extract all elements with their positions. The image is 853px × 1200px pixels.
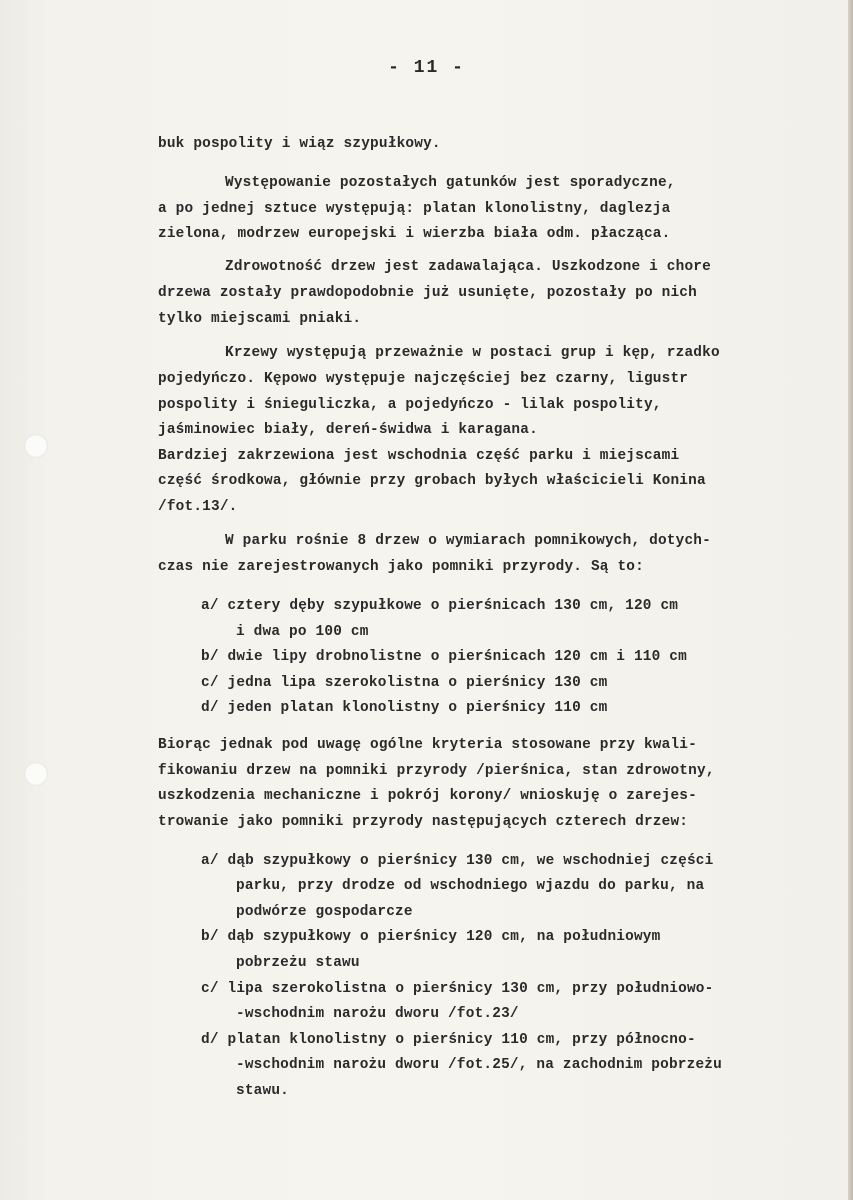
punch-hole-upper	[24, 434, 48, 458]
text-line: uszkodzenia mechaniczne i pokrój korony/ wnioskuję o zarejes-	[158, 788, 697, 804]
page-number: - 11 -	[388, 58, 465, 78]
list-item-continuation: pobrzeżu stawu	[236, 955, 360, 971]
list-item-continuation: i dwa po 100 cm	[236, 624, 369, 640]
text-line: Bardziej zakrzewiona jest wschodnia część parku i miejscami	[158, 448, 680, 464]
text-line: drzewa zostały prawdopodobnie już usunięte, pozostały po nich	[158, 285, 697, 301]
punch-hole-lower	[24, 762, 48, 786]
list-item-continuation: -wschodnim narożu dworu /fot.25/, na zachodnim pobrzeżu	[236, 1057, 722, 1073]
text-line: czas nie zarejestrowanych jako pomniki przyrody. Są to:	[158, 559, 644, 575]
list-item: c/ lipa szerokolistna o pierśnicy 130 cm, przy południowo-	[201, 981, 714, 997]
list-item-continuation: stawu.	[236, 1083, 290, 1099]
text-line: fikowaniu drzew na pomniki przyrody /pierśnica, stan zdrowotny,	[158, 763, 715, 779]
list-item: d/ jeden platan klonolistny o pierśnicy 110 cm	[201, 700, 608, 716]
text-line: Zdrowotność drzew jest zadawalająca. Uszkodzone i chore	[225, 259, 711, 275]
text-line: tylko miejscami pniaki.	[158, 311, 362, 327]
text-line: część środkowa, głównie przy grobach byłych właścicieli Konina	[158, 473, 706, 489]
list-item-continuation: -wschodnim narożu dworu /fot.23/	[236, 1006, 519, 1022]
list-item: a/ cztery dęby szypułkowe o pierśnicach 130 cm, 120 cm	[201, 598, 679, 614]
list-item: a/ dąb szypułkowy o pierśnicy 130 cm, we wschodniej części	[201, 853, 714, 869]
text-line: pospolity i śnieguliczka, a pojedyńczo - lilak pospolity,	[158, 397, 662, 413]
text-line: Biorąc jednak pod uwagę ogólne kryteria stosowane przy kwali-	[158, 737, 697, 753]
text-line: pojedyńczo. Kępowo występuje najczęściej bez czarny, ligustr	[158, 371, 689, 387]
text-line: W parku rośnie 8 drzew o wymiarach pomnikowych, dotych-	[225, 533, 711, 549]
text-line: zielona, modrzew europejski i wierzba biała odm. płacząca.	[158, 226, 671, 242]
list-item-continuation: parku, przy drodze od wschodniego wjazdu do parku, na	[236, 878, 705, 894]
list-item-continuation: podwórze gospodarcze	[236, 904, 413, 920]
text-line: Krzewy występują przeważnie w postaci grup i kęp, rzadko	[225, 345, 720, 361]
text-line: trowanie jako pomniki przyrody następujących czterech drzew:	[158, 814, 689, 830]
text-line: a po jednej sztuce występują: platan klonolistny, daglezja	[158, 201, 671, 217]
page-edge	[848, 0, 853, 1200]
text-line: /fot.13/.	[158, 499, 238, 515]
text-line: Występowanie pozostałych gatunków jest sporadyczne,	[225, 175, 676, 191]
list-item: b/ dwie lipy drobnolistne o pierśnicach 120 cm i 110 cm	[201, 649, 687, 665]
text-line: buk pospolity i wiąz szypułkowy.	[158, 136, 441, 152]
list-item: b/ dąb szypułkowy o pierśnicy 120 cm, na południowym	[201, 929, 661, 945]
text-line: jaśminowiec biały, dereń-świdwa i karagana.	[158, 422, 538, 438]
list-item: c/ jedna lipa szerokolistna o pierśnicy 130 cm	[201, 675, 608, 691]
list-item: d/ platan klonolistny o pierśnicy 110 cm, przy północno-	[201, 1032, 696, 1048]
